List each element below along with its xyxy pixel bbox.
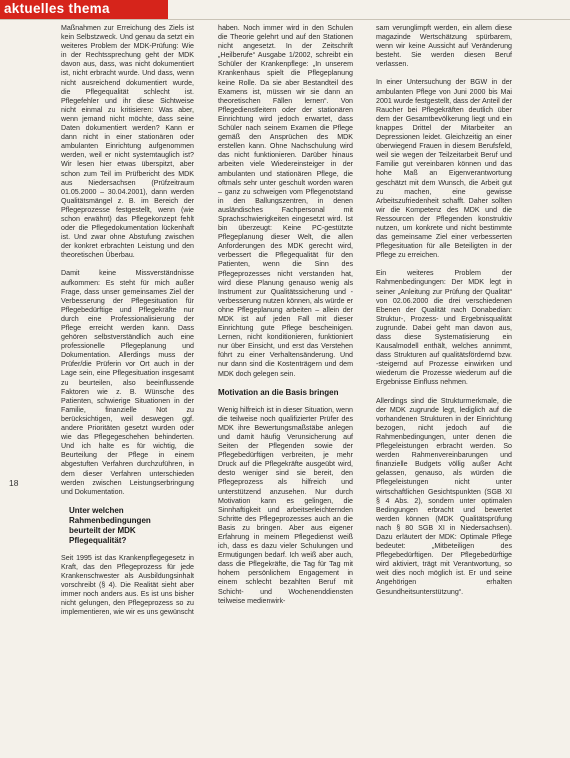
text-column-3 (376, 24, 512, 597)
paragraph: Seit 1995 ist das Krankenpflegegesetz in Kraft, das den Pflegeprozess für jede Krankenschwester als Ausbildungsinhalt vorschreibt (§ 4). Die Realität sieht aber immer noch anders aus. Es ist uns bisher nicht gelungen, den Pflegeprozess so zu implementieren, wie wir es uns gewünscht (61, 553, 194, 617)
subheading: Motivation an die Basis bringen (218, 387, 339, 397)
paragraph: Wenig hilfreich ist in dieser Situation, wenn die teilweise noch qualifizierter Prüfer des MDK ihre Bewertungsmaßstäbe anlegen und damit häufig Verunsicherung auf Seiten der Pflegenden sowie der Pflegebedürftigen verbreiten, je mehr Druck auf die Pflegekräfte ausgeübt wird, desto weniger sind sie bereit, den Pflegeprozess als hilfreich und unterstützend anzusehen. Nur durch Motivation kann es gelingen, die Sinnhaftigkeit und arbeitserleichternden Schritte des Pflegeprozesses auch an die Basis zu bringen. Aber aus eigener Erfahrung in meinem Pflegedienst weiß ich, dass es dazu vieler Schulungen und Ermutigungen bedarf. Ich weiß aber auch, dass die Pflegekräfte, die Tag für Tag mit hohem persönlichem Engagement in einem schlecht bezahlten Beruf mit Schicht- und Wochenenddiensten teilweise medienwirk- (218, 405, 353, 605)
paragraph: haben. Noch immer wird in den Schulen die Theorie gelehrt und auf den Stationen nicht angesetzt. In der Zeitschrift „Heilberufe“ Ausgabe 1/2002, schreibt ein Schüler der Krankenpflege: „In unserem Krankenhaus spielt die Pflegeplanung keine Rolle. Da sie aber Bestandteil des Examens ist, müssen wir sie dann an theoretischen Fällen lernen“. Von Pflegedienstleitern oder der stationären Einrichtung wird jedoch erwartet, dass Schüler nach seinem Examen die Pflege gemäß den Ansprüchen des MDK erstellen kann. Ohne Nachschulung wird das nicht funktionieren. Darüber hinaus arbeiten viele Wiedereinsteiger in der ambulanten und stationären Pflege, die oftmals sehr unter geschult worden waren – ganz zu schweigen vom Pflegenotstand in den Ballungszentren, in denen ausländisches Fachpersonal mit Sprachschwierigkeiten eingesetzt wird. Ist bin überzeugt: Keine PC-gestützte Pflegeplanung dieser Welt, die allen Anforderungen des MDK gerecht wird, verbessert die Pflegequalität für den Patienten, wenn die Sinn des Pflegeprozesses nicht verstanden hat, wird diese Planung genauso wenig als Instrument zur Qualitätssicherung und -verbesserung nutzen können, als würde er ohne Pflegeplanung arbeiten – allein der MDK ist auf jeden Fall mit dieser Einrichtung gute Pflege bescheinigen. Lernen, nicht konditionieren, funktioniert nur über Einsicht, und erst das Verstehen führt zu einer Verhaltensänderung. Und nur dann sind die Kostenträgern und dem MDK doch gelegen sein. (218, 24, 353, 378)
section-header (0, 0, 168, 19)
paragraph: Allerdings sind die Strukturmerkmale, die der MDK zugrunde legt, lediglich auf die vorhandenen Strukturen in der Einrichtung bezogen, nicht jedoch auf die Rahmenbedingungen, unter denen die Pflegeleistungen erbracht werden. So werden Rahmenvereinbarungen und finanzielle Budgets völlig außer Acht gelassen, genauso, als würden die Pflegeleistungen nicht unter wirtschaftlichen Gesichtspunkten (SGB XI § 4 Abs. 2), sondern unter optimalen Bedingungen erbracht und bewertet werden können (MDK Qualitätsprüfung nach § 80 SGB XI in Niedersachsen). Dazu erläutert der MDK: Optimale Pflege bedeutet: „Mitbeteiligen des Pflegebedürftigen. Der Pflegebedürftige wird aktiviert, trägt mit Verantwortung, so weit dies noch möglich ist. Er und seine Angehörigen erhalten Gesundheitsunterstützung“. (376, 396, 512, 596)
paragraph: sam verunglimpft werden, ein allem diese magazinde Wertschätzung spürbarem, wenn wir keine Aussicht auf Veränderung besteht. Sie werden diesen Beruf verlassen. (376, 24, 512, 69)
header-rule (0, 19, 570, 20)
text-column-1 (61, 24, 194, 617)
subheading: Unter welchen Rahmenbedingungen beurteilt der MDK Pflegequalität? (69, 505, 151, 545)
paragraph: Damit keine Missverständnisse aufkommen: Es steht für mich außer Frage, dass unser gemeinsames Ziel der Verbesserung der Pflegesituation für Pflegebedürftige und Pflegekräfte nur durch eine Professionalisierung der Pflege erreicht werden kann. Dass gehören selbstverständlich auch eine professionelle Pflegeplanung und Dokumentation. Allerdings muss der Prüfer/die Prüferin vor Ort auch in der Lage sein, eine Pflegesituation insgesamt zu beurteilen, also beeinflussende Faktoren wie z. B. Wünsche des Patienten, schwierige Situationen in der Familie, finanzielle Not zu berücksichtigen, weil deswegen ggf. andere Prioritäten gesetzt wurden oder wie das Pflegegeschehen behinderten. Und ich halte es für wichtig, die Beurteilung der Pflege in einem abgestuften Verfahren durchzuführen, in dem dieser Verfahren unterschieden werden zwischen Leistungserbringung und Dokumentation. (61, 269, 194, 496)
paragraph: Ein weiteres Problem der Rahmenbedingungen: Der MDK legt in seiner „Anleitung zur Prüfung der Qualität“ von 02.06.2000 die drei verschiedenen Ebenen der Qualität nach Donabedian: Struktur-, Prozess- und Ergebnisqualität zugrunde. Dabei geht man davon aus, dass diese Systematisierung ein Kausalmodell enthält, welches annimmt, dass Strukturen auf qualitätsfördernd bzw. -steigernd auf Prozesse einwirken und wiederum die Prozesse wiederum auf die Ergebnisse Einfluss nehmen. (376, 269, 512, 387)
text-column-2 (218, 24, 353, 606)
paragraph: In einer Untersuchung der BGW in der ambulanten Pflege von Juni 2000 bis Mai 2001 wurde festgestellt, dass der Anteil der Raucher bei Pflegekräften deutlich über dem der Gesamtbevölkerung liegt und ein knappes Drittel der Mitarbeiter an Depressionen leidet. Gleichzeitig an einer überwiegend Frauen in diesem Berufsfeld, weil sie wegen der Teilzeitarbeit Beruf und Familie gut vereinbaren können und das hohe Maß an Eigenverantwortung geschätzt mit dem Wunsch, die Arbeit gut zu machen, eine gewisse Arbeitszufriedenheit schafft. Daher sollten wir die Kompetenz des MDK und die Ressourcen der Pflegenden konstruktiv nutzen, um konkrete und nicht bestimmte das gemeinsame Ziel einer verbesserten Pflegesituation für alle Beteiligten in der Pflege zu erreichen. (376, 78, 512, 260)
paragraph: Maßnahmen zur Erreichung des Ziels ist kein Selbstzweck. Und genau da setzt ein weiteres Problem der MDK-Prüfung: Wie in der Rechtssprechung geht der MDK davon aus, dass, was nicht dokumentiert ist, nicht erbracht wurde. Und dass, wenn nicht ausreichend dokumentiert wurde, die Pflegequalität schlecht ist. Pflegefehler und ihr diese Sichtweise nicht einmal zu kritisieren: Was aber, wenn jemand nicht möchte, dass seine Daten dokumentiert werden? Kann er dann nicht in einer stationären oder ambulanten Einrichtung aufgenommen werden, weil er nicht systemtauglich ist? Wir lesen hier etwas überspitzt, aber schon zum Teil im Prüfbericht des MDK aus Niedersachsen (Prüfzeitraum 01.05.2000 – 30.04.2001), dann werden Qualitätsmängel z. B. im Bereich der Pflegeprozesse festgestellt, wenn (wie schon erwähnt) das Pflegekonzept fehlt oder die Pflegedokumentation lückenhaft ist. Und zwar ohne Abstufung zwischen der konkret erbrachten Leistung und den theoretischen Überbau. (61, 24, 194, 260)
page-number: 18 (9, 478, 19, 488)
section-title: aktuelles thema (4, 1, 110, 16)
